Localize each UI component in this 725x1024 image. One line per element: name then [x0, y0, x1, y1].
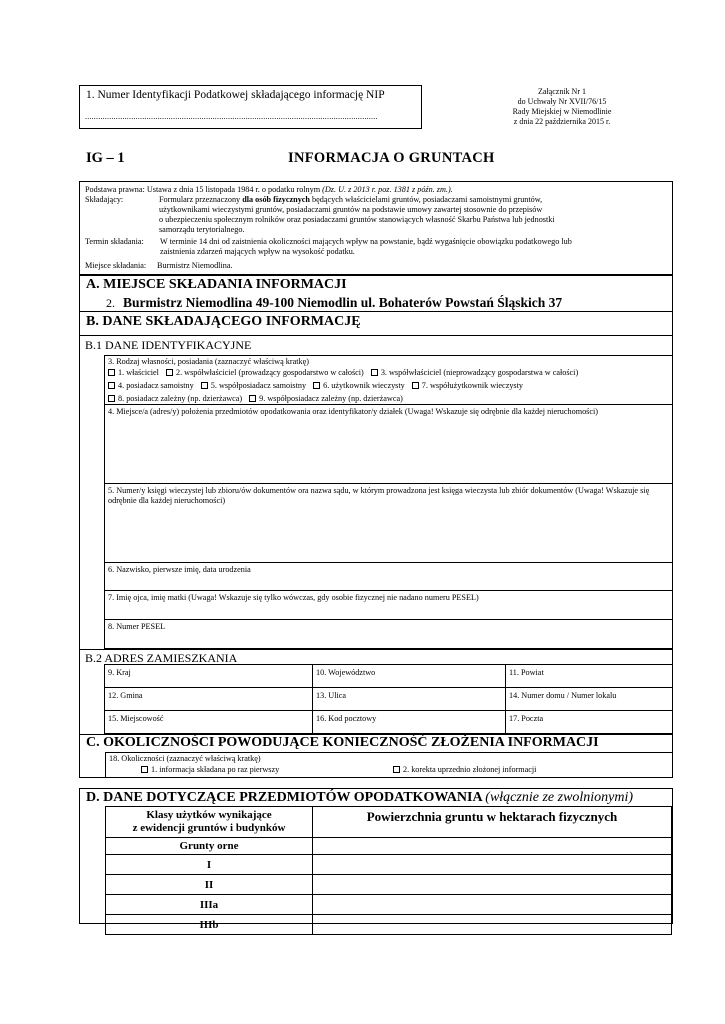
ownership-type-field — [104, 355, 673, 405]
checkbox-icon[interactable] — [249, 395, 256, 402]
address-text: Burmistrz Niemodlina 49-100 Niemodlin ul. Bohaterów Powstań Śląskich 37 — [123, 295, 563, 310]
area-input-cell[interactable] — [313, 855, 672, 875]
submitter-line: użytkownikami wieczystymi gruntów, posiadaczami gruntów na podstawie umowy zawartej stosownie do przepisów — [159, 205, 543, 214]
county-field[interactable] — [505, 664, 673, 688]
pesel-field[interactable] — [104, 619, 673, 649]
submitter-label: Składający: — [85, 195, 124, 204]
legal-basis-ref: (Dz. U. z 2013 r. poz. 1381 z późn. zm.). — [322, 185, 453, 194]
section-a — [79, 275, 673, 312]
field-label: 7. Imię ojca, imię matki (Uwaga! Wskazuje się tylko wówczas, gdy osobie fizycznej nie nadano numeru PESEL) — [108, 593, 479, 602]
field-label: 13. Ulica — [316, 691, 347, 700]
section-b1-header — [79, 336, 673, 355]
option-label: 9. współposiadacz zależny (np. dzierżawca) — [259, 394, 403, 403]
field-label: 14. Numer domu / Numer lokalu — [509, 691, 617, 700]
area-input-cell[interactable] — [313, 915, 672, 935]
field-label: 17. Poczta — [509, 714, 544, 723]
table-row — [106, 838, 672, 855]
circumstance-option-first[interactable] — [141, 765, 279, 774]
field-label: 18. Okoliczności (zaznaczyć właściwą kratkę) — [109, 754, 261, 763]
option-label: 5. współposiadacz samoistny — [210, 381, 307, 390]
checkbox-icon[interactable] — [201, 382, 208, 389]
voivodeship-field[interactable] — [312, 664, 506, 688]
header-line: Klasy użytków wynikające — [146, 809, 272, 821]
nip-label: 1. Numer Identyfikacji Podatkowej składającego informację NIP — [86, 89, 385, 101]
submitter-line — [159, 195, 542, 205]
option-label: 2. współwłaściciel (prowadzący gospodarstwo w całości) — [175, 368, 364, 377]
deadline-line: zaistnienia zdarzeń mających wpływ na wysokość podatku. — [160, 247, 355, 256]
area-input-cell[interactable] — [313, 838, 672, 855]
field-label: 12. Gmina — [108, 691, 143, 700]
land-classes-table — [105, 806, 672, 935]
circumstance-option-correction[interactable] — [393, 765, 536, 774]
street-field[interactable] — [312, 687, 506, 711]
table-row — [106, 895, 672, 915]
option-label: 4. posiadacz samoistny — [118, 381, 194, 390]
field-label: 11. Powiat — [509, 668, 544, 677]
submitter-text: będących właścicielami gruntów, posiadaczami samoistnymi gruntów, — [309, 195, 543, 204]
ownership-option[interactable] — [108, 368, 159, 377]
field-label: 15. Miejscowość — [108, 714, 164, 723]
column-header-class — [106, 807, 313, 838]
column-header-area: Powierzchnia gruntu w hektarach fizycznych — [313, 807, 672, 838]
section-a-title: A. MIEJSCE SKŁADANIA INFORMACJI — [86, 277, 347, 292]
land-class-label: II — [106, 875, 313, 895]
land-class-label: Grunty orne — [106, 838, 313, 855]
page-title: INFORMACJA O GRUNTACH — [288, 150, 495, 166]
field-number: 2. — [106, 296, 115, 310]
field-label: 5. Numer/y księgi wieczystej lub zbioru/ów dokumentów ora nazwa sądu, w którym prowadzona jest księga wieczysta lub zbiór dokumentów (Uwaga! Wskazuje się odrębnie dla każdej nieruchomości) — [108, 486, 650, 505]
checkbox-icon[interactable] — [108, 382, 115, 389]
option-label: 3. współwłaściciel (nieprowadzący gospodarstwa w całości) — [380, 368, 579, 377]
place-value: Burmistrz Niemodlina. — [157, 261, 233, 270]
field-label: 6. Nazwisko, pierwsze imię, data urodzenia — [108, 565, 251, 574]
country-field[interactable] — [104, 664, 313, 688]
checkbox-icon[interactable] — [412, 382, 419, 389]
annex-line: do Uchwały Nr XVII/76/15 — [517, 97, 607, 106]
section-d — [79, 788, 673, 931]
deadline-line: W terminie 14 dni od zaistnienia okoliczności mających wpływ na powstanie, bądź wygaśnięcie obowiązku podatkowego lub — [160, 237, 572, 246]
section-b-header — [79, 311, 673, 336]
annex-line: z dnia 22 października 2015 r. — [513, 117, 611, 126]
option-label: 1. właściciel — [118, 368, 159, 377]
checkbox-icon[interactable] — [371, 369, 378, 376]
property-location-field[interactable] — [104, 404, 673, 484]
checkbox-icon[interactable] — [108, 395, 115, 402]
checkbox-icon[interactable] — [313, 382, 320, 389]
commune-field[interactable] — [104, 687, 313, 711]
option-label: 6. użytkownik wieczysty — [323, 381, 405, 390]
field-label: 10. Województwo — [316, 668, 376, 677]
house-number-field[interactable] — [505, 687, 673, 711]
table-row — [106, 875, 672, 895]
ownership-options-row — [108, 394, 408, 404]
field-label: 16. Kod pocztowy — [316, 714, 377, 723]
section-b2-header — [79, 649, 673, 665]
annex-note — [462, 87, 662, 127]
deadline-label: Termin składania: — [85, 237, 144, 246]
ownership-option[interactable] — [108, 394, 242, 403]
land-register-field[interactable] — [104, 483, 673, 563]
table-row — [106, 855, 672, 875]
land-class-label: I — [106, 855, 313, 875]
ownership-option[interactable] — [371, 368, 578, 377]
ownership-option[interactable] — [249, 394, 403, 403]
parents-names-field[interactable] — [104, 590, 673, 620]
header-line: z ewidencji gruntów i budynków — [132, 822, 286, 834]
option-label: 7. współużytkownik wieczysty — [421, 381, 523, 390]
land-class-label: IIIa — [106, 895, 313, 915]
checkbox-icon[interactable] — [393, 766, 400, 773]
table-row — [106, 915, 672, 935]
section-b1-title: B.1 DANE IDENTYFIKACYJNE — [85, 338, 252, 352]
section-c — [79, 734, 673, 778]
ownership-label: 3. Rodzaj własności, posiadania (zaznaczyć właściwą kratkę) — [108, 357, 309, 366]
section-d-title-text: D. DANE DOTYCZĄCE PRZEDMIOTÓW OPODATKOWANIA — [86, 790, 482, 805]
ownership-option[interactable] — [166, 368, 364, 377]
legal-basis-text: Podstawa prawna: Ustawa z dnia 15 listopada 1984 r. o podatku rolnym — [85, 185, 323, 194]
form-code: IG – 1 — [86, 150, 125, 166]
ownership-options-row — [108, 368, 583, 378]
table-header-row — [106, 807, 672, 838]
ownership-options-row — [108, 381, 528, 391]
place-label: Miejsce składania: — [85, 261, 147, 270]
name-birthdate-field[interactable] — [104, 562, 673, 591]
checkbox-icon[interactable] — [166, 369, 173, 376]
field-label: 8. Numer PESEL — [108, 622, 166, 631]
ownership-option[interactable] — [108, 381, 194, 390]
postal-code-field[interactable] — [312, 710, 506, 734]
submitter-line: samorządu terytorialnego. — [159, 225, 245, 234]
submitter-line: o ubezpieczeniu społecznym rolników oraz posiadaczami gruntów stanowiących własność Skarbu Państwa lub jednostki — [159, 215, 555, 224]
submission-address — [106, 295, 562, 311]
section-b2-title: B.2 ADRES ZAMIESZKANIA — [85, 651, 238, 665]
nip-input-line[interactable]: ..................................................................................................................................... — [85, 112, 378, 121]
ownership-option[interactable] — [412, 381, 523, 390]
legal-info-box — [79, 181, 673, 275]
town-field[interactable] — [104, 710, 313, 734]
circumstances-field — [105, 752, 672, 777]
option-label: 8. posiadacz zależny (np. dzierżawca) — [118, 394, 243, 403]
option-label: 2. korekta uprzednio złożonej informacji — [403, 765, 537, 774]
nip-field[interactable] — [79, 85, 422, 129]
section-d-title — [86, 790, 633, 806]
ownership-option[interactable] — [313, 381, 405, 390]
area-input-cell[interactable] — [313, 875, 672, 895]
section-c-title: C. OKOLICZNOŚCI POWODUJĄCE KONIECZNOŚĆ ZŁOŻENIA INFORMACJI — [86, 735, 599, 750]
option-label: 1. informacja składana po raz pierwszy — [151, 765, 280, 774]
post-office-field[interactable] — [505, 710, 673, 734]
field-label: 9. Kraj — [108, 668, 131, 677]
checkbox-icon[interactable] — [141, 766, 148, 773]
annex-line: Rady Miejskiej w Niemodlinie — [512, 107, 612, 116]
annex-line: Załącznik Nr 1 — [538, 87, 586, 96]
ownership-option[interactable] — [201, 381, 306, 390]
checkbox-icon[interactable] — [108, 369, 115, 376]
area-input-cell[interactable] — [313, 895, 672, 915]
section-b-title: B. DANE SKŁADAJĄCEGO INFORMACJĘ — [86, 314, 361, 329]
submitter-bold: dla osób fizycznych — [242, 195, 310, 204]
land-class-label: IIIb — [106, 915, 313, 935]
section-d-title-note: (włącznie ze zwolnionymi) — [485, 790, 634, 805]
legal-basis — [85, 185, 453, 195]
submitter-text: Formularz przeznaczony — [159, 195, 243, 204]
field-label: 4. Miejsce/a (adres/y) położenia przedmiotów opodatkowania oraz identyfikator/y działek (Uwaga! Wskazuje się odrębnie dla każdej nieruchomości) — [108, 407, 599, 416]
